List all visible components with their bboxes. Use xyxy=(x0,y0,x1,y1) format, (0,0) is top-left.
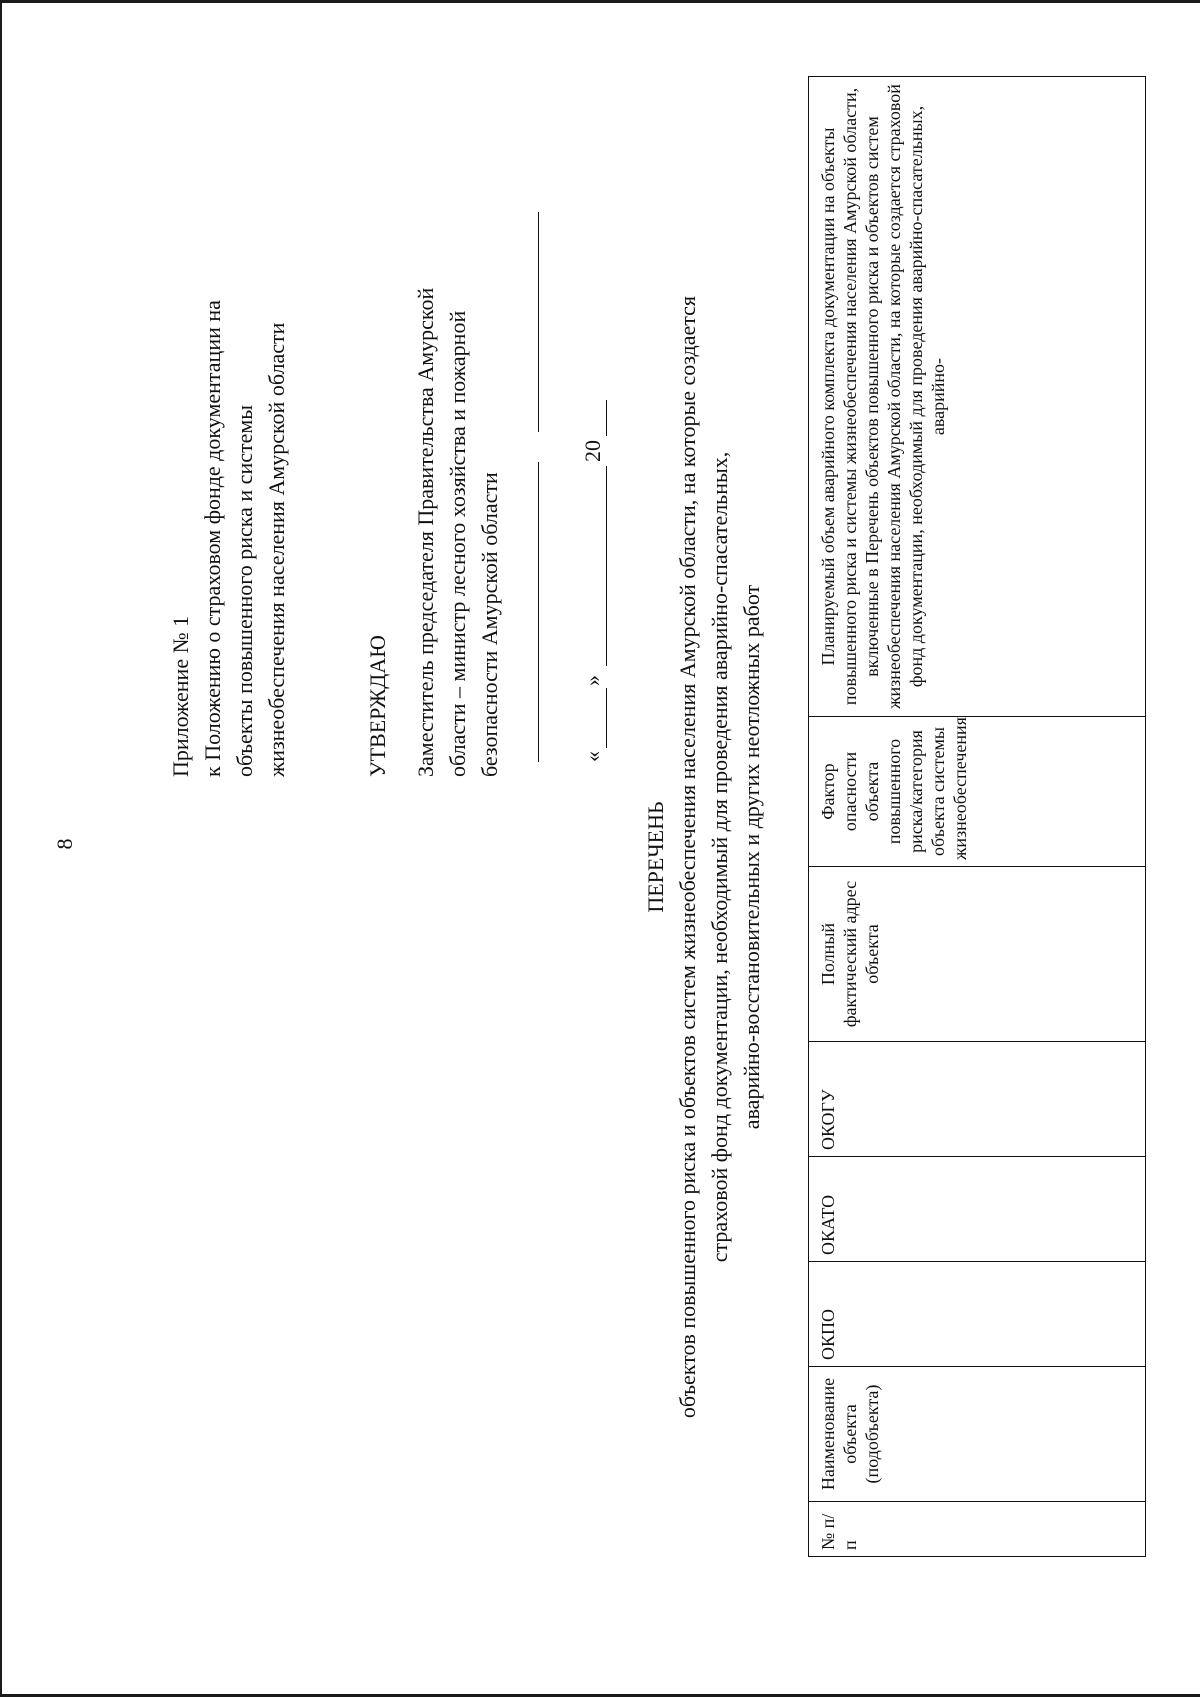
approval-line: Заместитель председателя Правительства Амурской xyxy=(413,287,438,777)
appendix-line: жизнеобеспечения населения Амурской области xyxy=(264,322,289,777)
approval-title: УТВЕРЖДАЮ xyxy=(365,635,390,777)
table-header-row xyxy=(809,77,1146,1557)
month-blank xyxy=(606,466,607,666)
column-header-okpo: ОКПО xyxy=(809,1262,1146,1367)
approval-line: области – министр лесного хозяйства и пожарной xyxy=(445,310,470,777)
column-header-name: Наименование объекта (подобъекта) xyxy=(809,1367,1146,1502)
date-open-quote: « xyxy=(580,751,605,762)
column-header-okato: ОКАТО xyxy=(809,1157,1146,1262)
name-blank xyxy=(538,212,539,432)
heading-line: аварийно-восстановительных и других неотложных работ xyxy=(739,584,764,1130)
heading-title: ПЕРЕЧЕНЬ xyxy=(643,801,668,913)
signature-lines xyxy=(530,112,610,762)
appendix-line: объекты повышенного риска и системы xyxy=(232,404,257,777)
objects-table xyxy=(808,76,1146,1557)
appendix-line: к Положению о страховом фонде документации на xyxy=(200,300,225,777)
column-header-okogu: ОКОГУ xyxy=(809,1042,1146,1157)
appendix-block xyxy=(165,157,293,777)
page-number: 8 xyxy=(52,838,77,850)
document-heading xyxy=(640,57,768,1657)
date-close-quote: » xyxy=(580,675,605,686)
date-year: 20 xyxy=(580,440,605,462)
approval-line: безопасности Амурской области xyxy=(477,472,502,777)
column-header-planned-volume: Планируемый объем аварийного комплекта документации на объекты повышенного риска и системы жизнеобеспечения населения Амурской области, включенные в Перечень объектов повышенного риска и объектов систем жизнеобеспечения населения Амурской области, на которые создается страховой фонд документации, необходимый для проведения аварийно-спасательных, аварийно- xyxy=(809,77,1146,717)
day-blank xyxy=(606,688,607,748)
heading-line: страховой фонд документации, необходимый для проведения аварийно-спасательных, xyxy=(707,451,732,1263)
appendix-line: Приложение № 1 xyxy=(168,615,193,777)
heading-line: объектов повышенного риска и объектов систем жизнеобеспечения населения Амурской области, на которые создается xyxy=(675,295,700,1419)
signature-blank xyxy=(538,462,539,762)
column-header-hazard-factor: Фактор опасности объекта повышенного риска/категория объекта системы жизнеобеспечения xyxy=(809,717,1146,867)
year-blank xyxy=(606,400,607,436)
column-header-number: № п/п xyxy=(809,1502,1146,1557)
column-header-address: Полный фактический адрес объекта xyxy=(809,867,1146,1042)
approval-block xyxy=(362,137,506,777)
